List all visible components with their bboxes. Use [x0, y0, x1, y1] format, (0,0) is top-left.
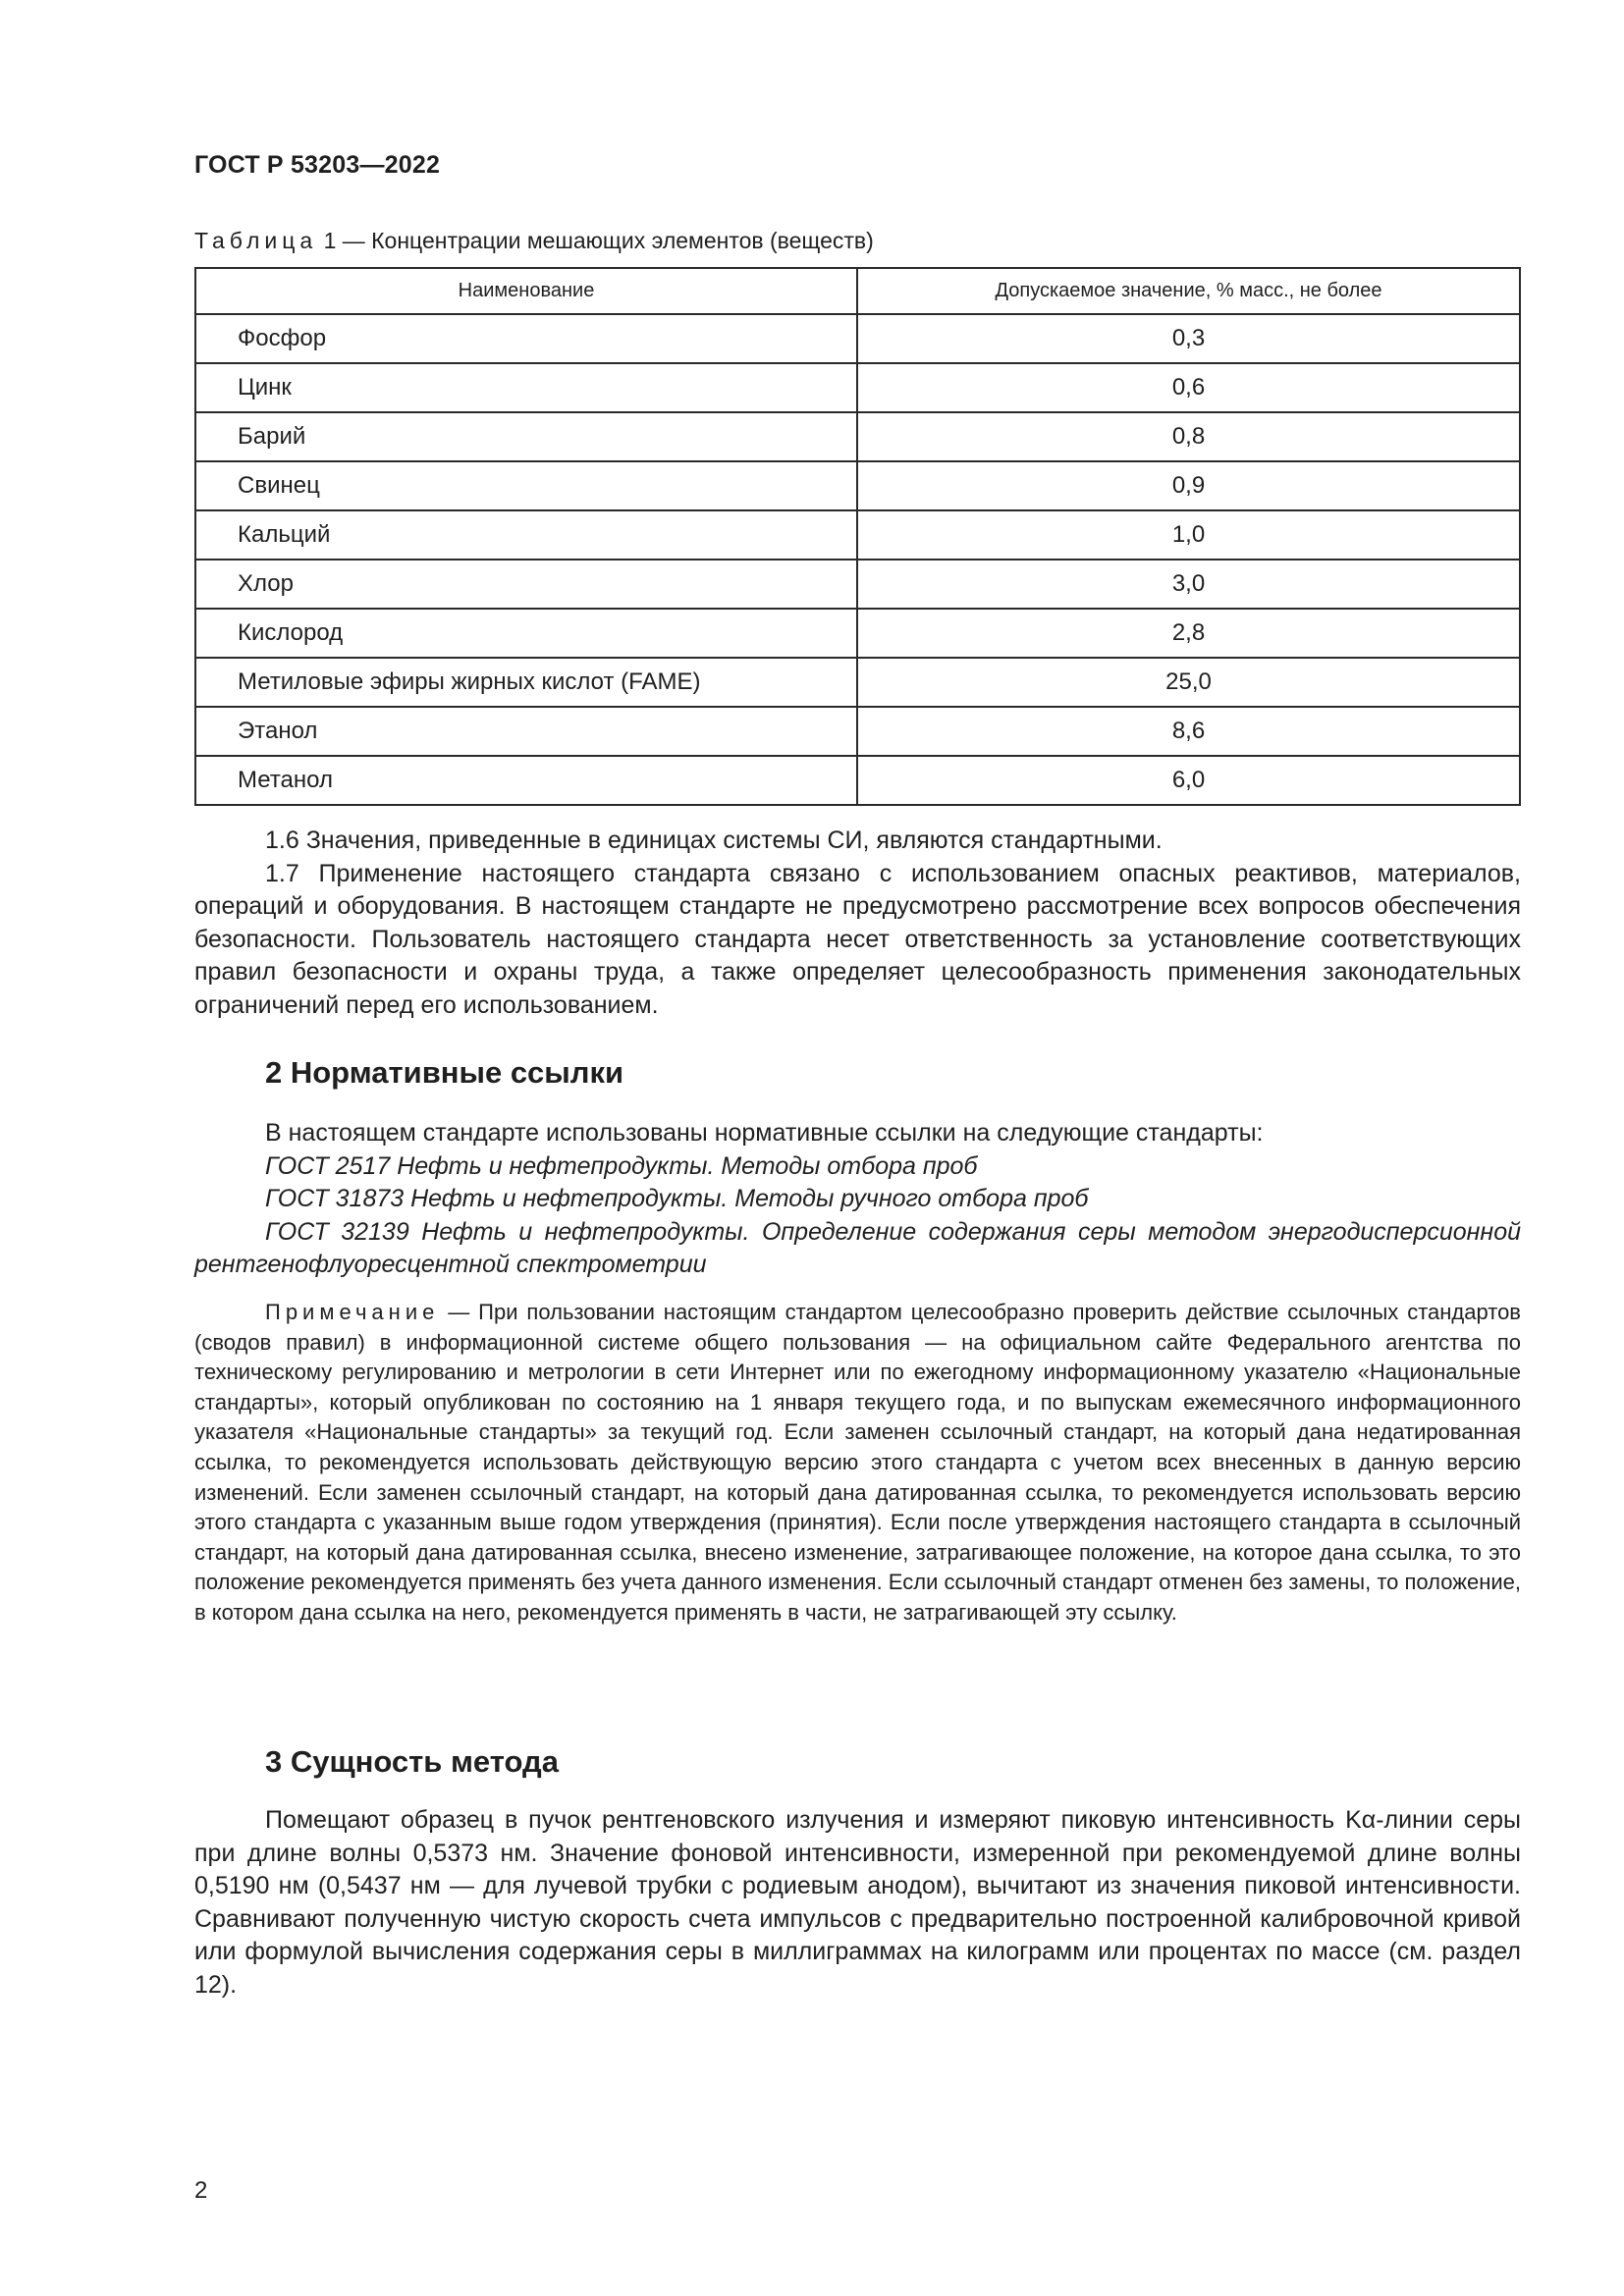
element-name-cell: Фосфор	[195, 314, 857, 363]
note-text: — При пользовании настоящим стандартом целесообразно проверить действие ссылочных стандартов (сводов правил) в информационной системе общего пользования — на официальном сайте Федерального агентства по техническому регулированию и метрологии в сети Интернет или по ежегодному информационному указателю «Национальные стандарты», который опубликован по состоянию на 1 января текущего года, и по выпускам ежемесячного информационного указателя «Национальные стандарты» за текущий год. Если заменен ссылочный стандарт, на который дана недатированная ссылка, то рекомендуется использовать действующую версию этого стандарта с учетом всех внесенных в данную версию изменений. Если заменен ссылочный стандарт, на который дана датированная ссылка, то рекомендуется использовать версию этого стандарта с указанным выше годом утверждения (принятия). Если после утверждения настоящего стандарта в ссылочный стандарт, на который дана датированная ссылка, внесено изменение, затрагивающее положение, на которое дана ссылка, то это положение рекомендуется применять без учета данного изменения. Если ссылочный стандарт отменен без замены, то положение, в котором дана ссылка на него, рекомендуется применять в части, не затрагивающей эту ссылку.	[194, 1300, 1521, 1625]
references-intro: В настоящем стандарте использованы нормативные ссылки на следующие стандарты:	[265, 1119, 1264, 1147]
table-row	[195, 658, 1520, 707]
element-name-cell: Метиловые эфиры жирных кислот (FAME)	[195, 658, 857, 707]
table-caption-label: Таблица	[194, 228, 318, 253]
table-row	[195, 707, 1520, 756]
method-principle-text: Помещают образец в пучок рентгеновского излучения и измеряют пиковую интенсивность Kα-линии серы при длине волны 0,5373 нм. Значение фоновой интенсивности, измеренной при рекомендуемой длине волны 0,5190 нм (0,5437 нм — для лучевой трубки с родиевым анодом), вычитают из значения пиковой интенсивности. Сравнивают полученную чистую скорость счета импульсов с предварительно построенной калибровочной кривой или формулой вычисления содержания серы в миллиграммах на килограмм или процентах по массе (см. раздел 12).	[194, 1806, 1521, 1999]
section-2-heading: 2 Нормативные ссылки	[265, 1055, 624, 1090]
element-name-cell: Метанол	[195, 756, 857, 805]
table-caption-text: 1 — Концентрации мешающих элементов (веществ)	[317, 228, 874, 253]
clauses-1-6-1-7	[194, 825, 1521, 1022]
section-3-heading: 3 Сущность метода	[265, 1744, 559, 1779]
limit-value-cell: 8,6	[857, 707, 1520, 756]
limit-value-cell: 6,0	[857, 756, 1520, 805]
references-note	[194, 1298, 1521, 1629]
element-name-cell: Этанол	[195, 707, 857, 756]
table-row	[195, 461, 1520, 510]
table-row	[195, 363, 1520, 412]
reference-item: ГОСТ 31873 Нефть и нефтепродукты. Методы ручного отбора проб	[265, 1185, 1089, 1212]
column-header-name: Наименование	[195, 268, 857, 314]
clause-1-7: 1.7 Применение настоящего стандарта связано с использованием опасных реактивов, материалов, операций и оборудования. В настоящем стандарте не предусмотрено рассмотрение всех вопросов обеспечения безопасности. Пользователь настоящего стандарта несет ответственность за установление соответствующих правил безопасности и охраны труда, а также определяет целесообразность применения законодательных ограничений перед его использованием.	[194, 859, 1521, 1019]
table-header-row	[195, 268, 1520, 314]
reference-item: ГОСТ 2517 Нефть и нефтепродукты. Методы отбора проб	[265, 1151, 978, 1180]
reference-item: ГОСТ 32139 Нефть и нефтепродукты. Определение содержания серы методом энергодисперсионной рентгенофлуоресцентной спектрометрии	[194, 1217, 1521, 1278]
table-row	[195, 756, 1520, 805]
limit-value-cell: 3,0	[857, 560, 1520, 609]
interfering-elements-table	[194, 267, 1521, 806]
column-header-value: Допускаемое значение, % масс., не более	[857, 268, 1520, 314]
note-label: Примечание	[265, 1300, 440, 1324]
method-principle	[194, 1804, 1521, 2002]
limit-value-cell: 0,9	[857, 461, 1520, 510]
clause-1-6: 1.6 Значения, приведенные в единицах системы СИ, являются стандартными.	[265, 827, 1163, 854]
limit-value-cell: 1,0	[857, 510, 1520, 560]
limit-value-cell: 0,8	[857, 412, 1520, 461]
limit-value-cell: 0,6	[857, 363, 1520, 412]
element-name-cell: Цинк	[195, 363, 857, 412]
limit-value-cell: 25,0	[857, 658, 1520, 707]
table-row	[195, 412, 1520, 461]
table-row	[195, 560, 1520, 609]
table-caption	[194, 228, 874, 254]
element-name-cell: Барий	[195, 412, 857, 461]
element-name-cell: Хлор	[195, 560, 857, 609]
document-header: ГОСТ Р 53203—2022	[194, 151, 441, 179]
page-number: 2	[194, 2177, 208, 2204]
table-row	[195, 510, 1520, 560]
normative-references	[194, 1117, 1521, 1282]
element-name-cell: Свинец	[195, 461, 857, 510]
limit-value-cell: 2,8	[857, 609, 1520, 658]
table-row	[195, 314, 1520, 363]
element-name-cell: Кислород	[195, 609, 857, 658]
table-row	[195, 609, 1520, 658]
limit-value-cell: 0,3	[857, 314, 1520, 363]
element-name-cell: Кальций	[195, 510, 857, 560]
